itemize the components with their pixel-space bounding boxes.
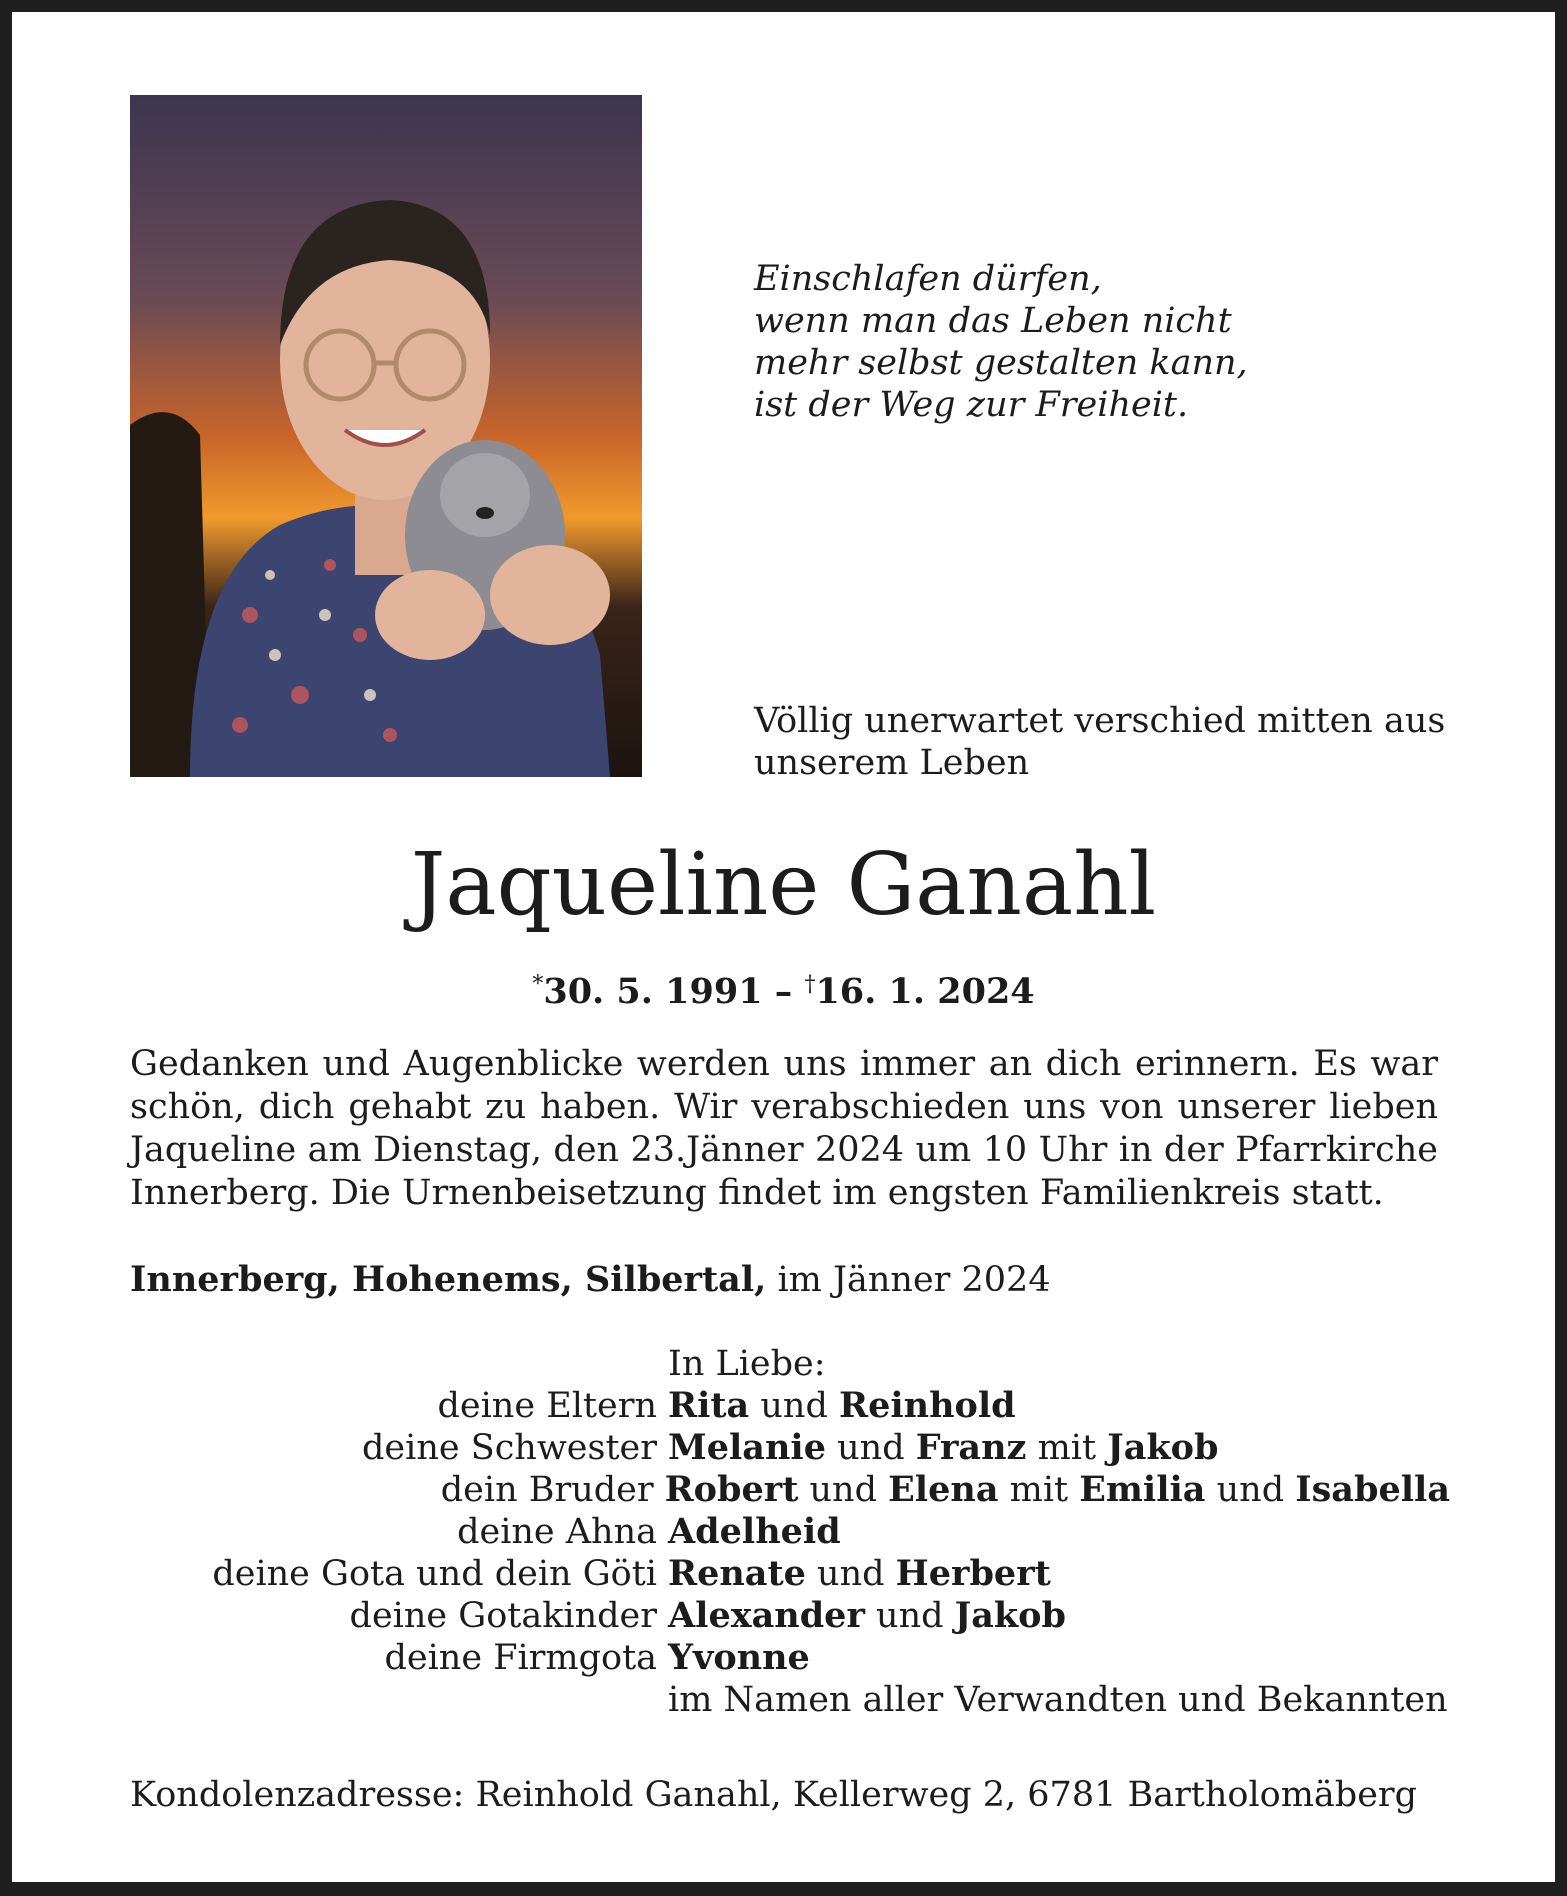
family-relation: deine Eltern [437, 1386, 657, 1426]
death-symbol: † [804, 972, 816, 997]
family-row [130, 1469, 1450, 1511]
condolence-address: Kondolenzadresse: Reinhold Ganahl, Kellerweg 2, 6781 Bartholomäberg [130, 1775, 1418, 1815]
family-closing-row [130, 1679, 1450, 1721]
quote: Einschlafen dürfen, wenn man das Leben nicht mehr selbst gestalten kann, ist der Weg zur Freiheit. [754, 259, 1248, 425]
family-member-name: Elena [888, 1469, 999, 1510]
family-row [130, 1385, 1450, 1427]
family-closing: im Namen aller Verwandten und Bekannten [668, 1680, 1448, 1720]
family-heading-row [130, 1343, 1450, 1385]
family-names [668, 1511, 841, 1553]
family-relation: deine Gota und dein Göti [212, 1554, 657, 1594]
family-relation: dein Bruder [440, 1470, 654, 1510]
connector-text: und [864, 1596, 955, 1636]
connector-text: mit [998, 1470, 1080, 1510]
family-row [130, 1595, 1450, 1637]
portrait-photo [130, 95, 642, 777]
family-relation: deine Firmgota [384, 1638, 657, 1678]
connector-text: und [826, 1428, 916, 1468]
family-member-name: Franz [915, 1427, 1027, 1468]
connector-text: und [1205, 1470, 1296, 1510]
death-date: 16. 1. 2024 [815, 971, 1035, 1012]
family-relation: deine Gotakinder [349, 1596, 657, 1636]
family-row [130, 1427, 1450, 1469]
family-names [668, 1595, 1066, 1637]
connector-text: mit [1026, 1428, 1108, 1468]
announcement-text: Gedanken und Augenblicke werden uns immer an dich erinnern. Es war schön, dich gehabt zu haben. Wir verabschieden uns von unserer lieben Jaqueline am Dienstag, den 23.Jänner 2024 um 10 Uhr in der Pfarrkirche Innerberg. Die Urnenbeisetzung findet im engsten Familienkreis statt. [130, 1044, 1438, 1213]
places: Innerberg, Hohenems, Silbertal, [130, 1259, 767, 1300]
family-member-name: Renate [668, 1553, 806, 1594]
family-relation: deine Schwester [362, 1428, 657, 1468]
family-names [668, 1385, 1016, 1427]
family-member-name: Jakob [1107, 1427, 1219, 1468]
family-member-name: Emilia [1079, 1469, 1206, 1510]
deceased-name: Jaqueline Ganahl [410, 835, 1157, 935]
family-member-name: Alexander [668, 1595, 865, 1636]
connector-text: und [805, 1554, 896, 1594]
family-member-name: Rita [668, 1385, 750, 1426]
life-dates [0, 963, 1567, 1014]
family-names [668, 1553, 1051, 1595]
family-member-name: Yvonne [668, 1637, 810, 1678]
family-list [130, 1343, 1450, 1721]
family-row [130, 1637, 1450, 1679]
family-rows [130, 1385, 1450, 1679]
family-names [668, 1637, 810, 1679]
family-names [665, 1469, 1450, 1511]
family-member-name: Reinhold [838, 1385, 1016, 1426]
family-heading: In Liebe: [668, 1344, 826, 1384]
family-member-name: Adelheid [668, 1511, 841, 1552]
portrait-photo-icon [130, 95, 642, 777]
family-member-name: Isabella [1295, 1469, 1450, 1510]
family-member-name: Jakob [954, 1595, 1066, 1636]
place-and-date [130, 1258, 1051, 1302]
family-relation: deine Ahna [457, 1512, 657, 1552]
family-member-name: Melanie [668, 1427, 826, 1468]
family-row [130, 1511, 1450, 1553]
intro-text: Völlig unerwartet verschied mitten aus unserem Leben [754, 701, 1446, 783]
date-separator: – [762, 971, 805, 1012]
family-member-name: Robert [664, 1469, 799, 1510]
family-row [130, 1553, 1450, 1595]
month-year: im Jänner 2024 [766, 1260, 1051, 1300]
family-member-name: Herbert [895, 1553, 1051, 1594]
family-names [668, 1427, 1218, 1469]
birth-symbol: * [532, 972, 544, 997]
connector-text: und [798, 1470, 889, 1510]
birth-date: 30. 5. 1991 [543, 971, 763, 1012]
connector-text: und [749, 1386, 839, 1426]
